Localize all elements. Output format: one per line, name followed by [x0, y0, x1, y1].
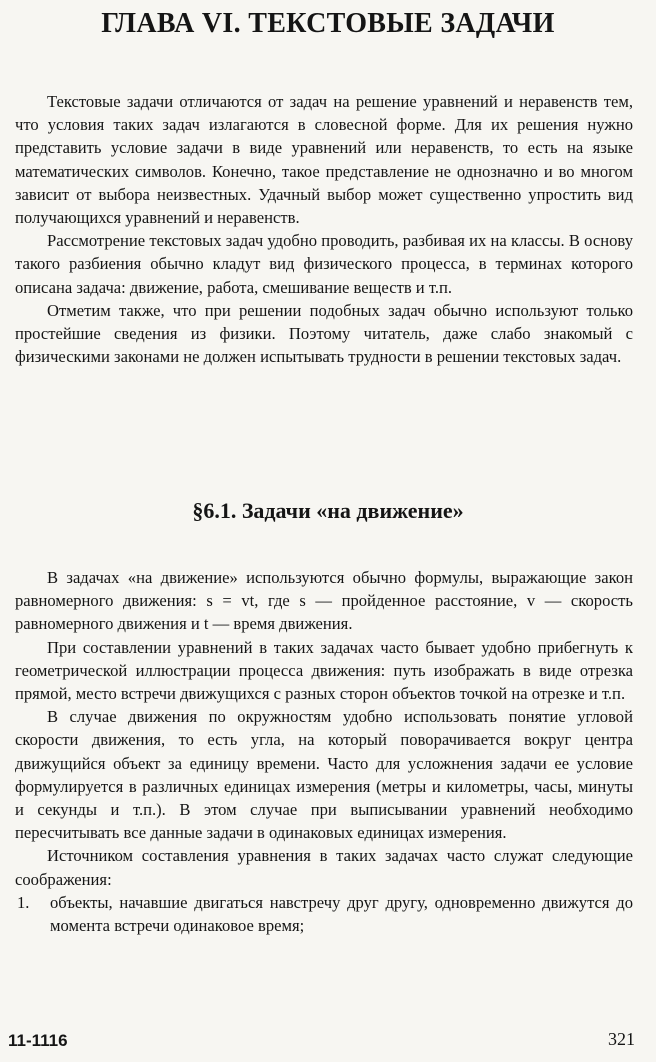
intro-paragraph: Отметим также, что при решении подобных задач обычно используют только простейшие сведения из физики. Поэтому читатель, даже слабо знакомый с физическими законами не должен испытывать трудности в решении текстовых задач. [15, 300, 633, 367]
conditions-list [15, 891, 633, 937]
intro-paragraph: Рассмотрение текстовых задач удобно проводить, разбивая их на классы. В основу такого разбиения обычно кладут вид физического процесса, в терминах которого описана задача: движение, работа, смешивание веществ и т.п. [15, 231, 633, 297]
intro-text [15, 90, 633, 368]
printer-signature: 11-1116 [8, 1031, 68, 1050]
list-item-text: объекты, начавшие двигаться навстречу друг другу, одновременно движутся до момента встречи одинаковое время; [50, 892, 633, 936]
section-title: §6.1. Задачи «на движение» [192, 498, 464, 523]
chapter-title: ГЛАВА VI. ТЕКСТОВЫЕ ЗАДАЧИ [101, 8, 555, 39]
section-paragraph: В задачах «на движение» используются обычно формулы, выражающие закон равномерного движения: s = vt, где s — пройденное расстояние, v — скорость равномерного движения и t — время движения. [15, 568, 633, 634]
section-text [15, 566, 633, 937]
list-item-number: 1. [17, 892, 30, 912]
section-paragraph: При составлении уравнений в таких задачах часто бывает удобно прибегнуть к геометрической иллюстрации процесса движения: путь изображать в виде отрезка прямой, место встречи движущихся с разных сторон объектов точкой на отрезке и т.п. [15, 637, 633, 704]
page-number: 321 [608, 1029, 635, 1049]
intro-paragraph: Текстовые задачи отличаются от задач на решение уравнений и неравенств тем, что условия таких задач излагаются в словесной форме. Для их решения нужно представить условие задачи в виде уравнений или неравенств, то есть на языке математических символов. Конечно, такое представление не однозначно и во многом зависит от выбора неизвестных. Удачный выбор может существенно упростить вид получающихся уравнений и неравенств. [15, 92, 633, 228]
section-paragraph: В случае движения по окружностям удобно использовать понятие угловой скорости движения, то есть угла, на который поворачивается вокруг центра движущийся объект за единицу времени. Часто для усложнения задачи ее условие формулируется в различных единицах измерения (метры и километры, часы, минуты и секунды и т.п.). В этом случае при выписывании уравнений необходимо пересчитывать все данные задачи в одинаковых единицах измерения. [15, 707, 633, 843]
section-paragraph: Источником составления уравнения в таких задачах часто служат следующие соображения: [15, 846, 633, 889]
list-item [15, 891, 633, 937]
